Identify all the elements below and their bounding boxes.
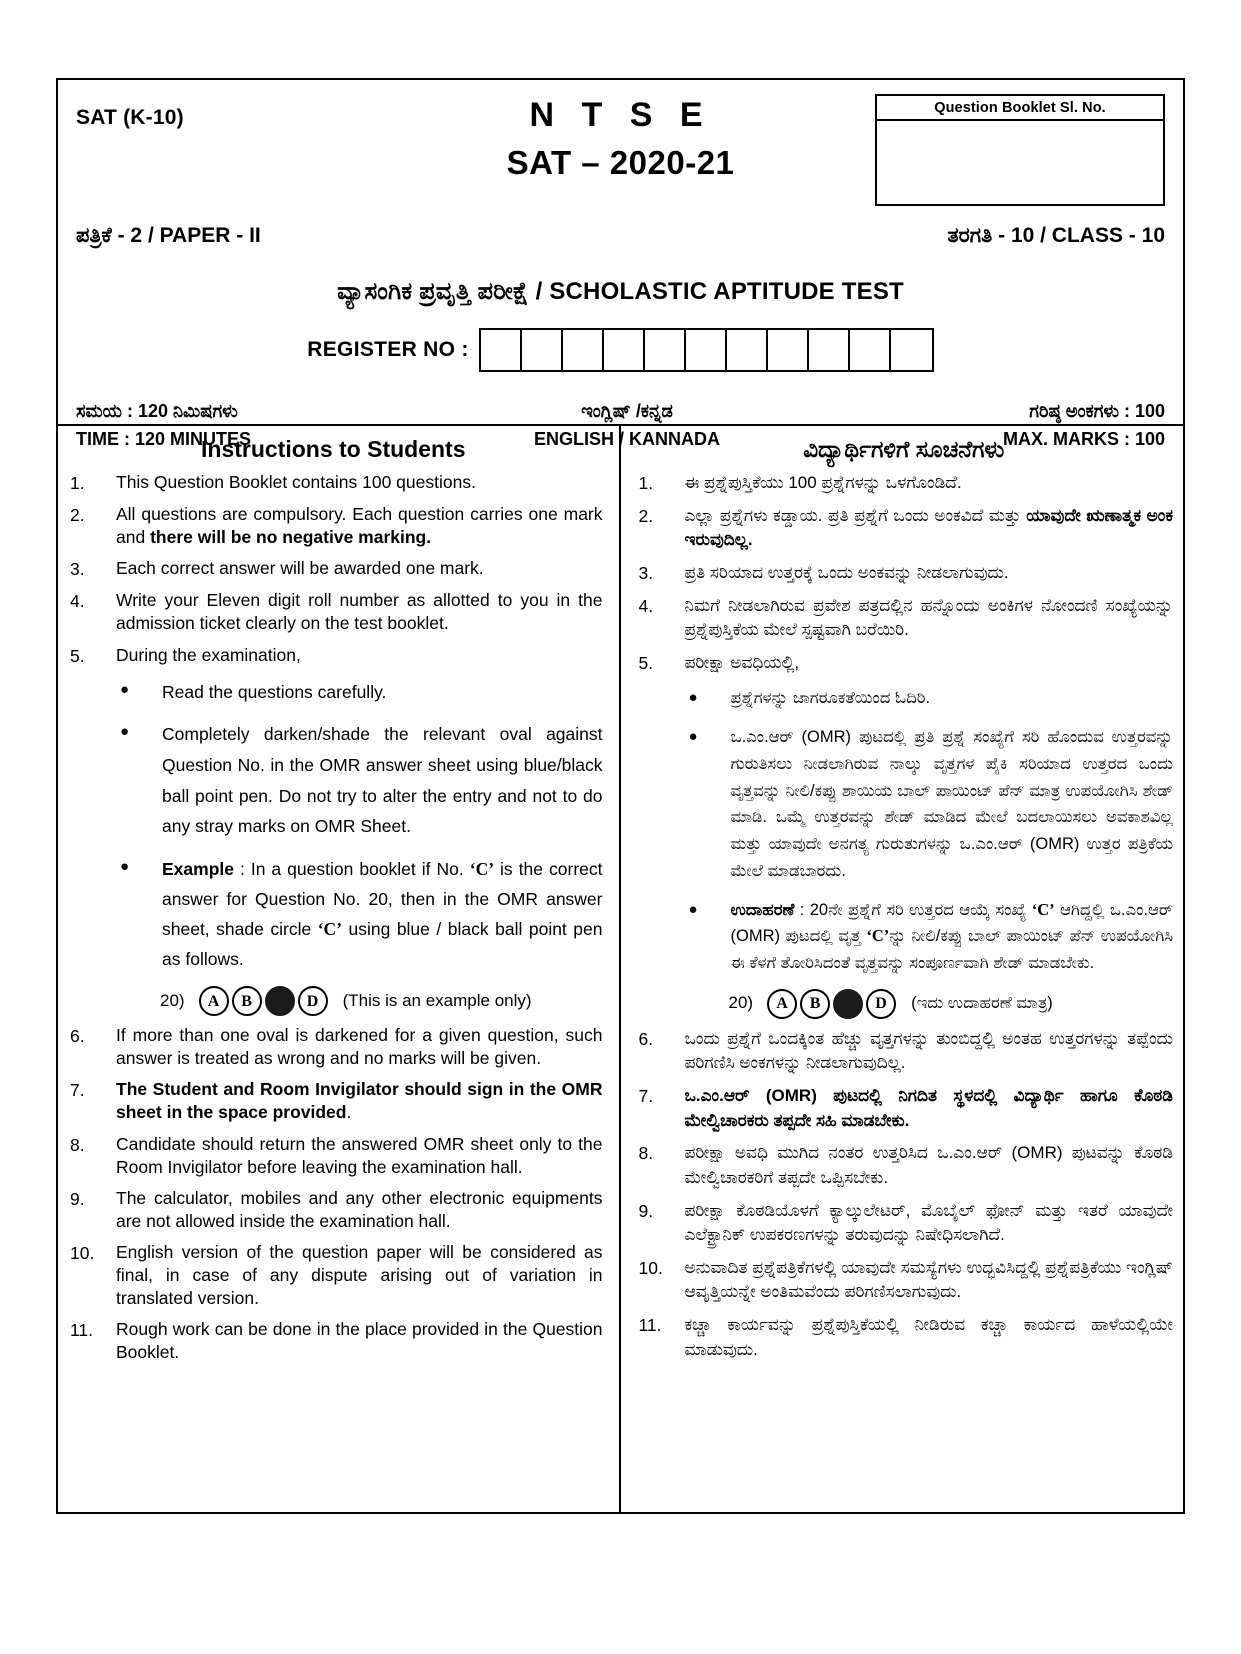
instruction-text: ಪರೀಕ್ಷಾ ಅವಧಿ ಮುಗಿದ ನಂತರ ಉತ್ತರಿಸಿದ ಒ.ಎಂ.ಆರ್ (OMR) ಪುಟವನ್ನು ಕೊಠಡಿ ಮೇಲ್ವಿಚಾರಕರಿಗೆ ತಪ್ಪದೇ ಒಪ್ಪಿಸಬೇಕು. bbox=[684, 1143, 1173, 1187]
instruction-subtext: ಉದಾಹರಣೆ : 20ನೇ ಪ್ರಶ್ನೆಗೆ ಸರಿ ಉತ್ತರದ ಆಯ್ಕೆ ಸಂಖ್ಯೆ ‘C’ ಆಗಿದ್ದಲ್ಲಿ ಒ.ಎಂ.ಆರ್ (OMR) ಪುಟದಲ್ಲಿ ವೃತ್ತ ‘C’ನ್ನು ನೀಲಿ/ಕಪ್ಪು ಬಾಲ್ ಪಾಯಿಂಟ್ ಪೆನ್ ಉಪಯೋಗಿಸಿ ಈ ಕೆಳಗೆ ತೋರಿಸಿದಂತೆ ವೃತ್ತವನ್ನು ಸಂಪೂರ್ಣವಾಗಿ ಶೇಡ್ ಮಾಡಬೇಕು. bbox=[730, 899, 1173, 972]
instruction-number: 3. bbox=[638, 562, 654, 583]
bullet-icon: ● bbox=[688, 900, 698, 918]
instruction-number: 10. bbox=[638, 1257, 663, 1278]
instruction-number: 5. bbox=[638, 652, 654, 673]
instruction-text: ಕಚ್ಚಾ ಕಾರ್ಯವನ್ನು ಪ್ರಶ್ನೆಪುಸ್ತಿಕೆಯಲ್ಲಿ ನೀಡಿರುವ ಕಚ್ಚಾ ಕಾರ್ಯದ ಹಾಳೆಯಲ್ಲಿಯೇ ಮಾಡುವುದು. bbox=[684, 1315, 1173, 1359]
instruction-sublist-english bbox=[116, 677, 603, 975]
register-no-input[interactable] bbox=[479, 328, 934, 372]
instruction-number: 2. bbox=[70, 505, 85, 526]
register-cell[interactable] bbox=[645, 330, 686, 370]
instruction-item bbox=[64, 1241, 603, 1310]
instruction-number: 11. bbox=[638, 1315, 662, 1336]
register-cell[interactable] bbox=[727, 330, 768, 370]
instruction-number: 3. bbox=[70, 559, 85, 580]
instruction-text: ಎಲ್ಲಾ ಪ್ರಶ್ನೆಗಳು ಕಡ್ಡಾಯ. ಪ್ರತಿ ಪ್ರಶ್ನೆಗೆ ಒಂದು ಅಂಕವಿದೆ ಮತ್ತು ಯಾವುದೇ ಋಣಾತ್ಮಕ ಅಂಕ ಇರುವುದಿಲ್ಲ. bbox=[684, 505, 1173, 550]
omr-option-d[interactable]: D bbox=[866, 989, 896, 1019]
register-cell[interactable] bbox=[809, 330, 850, 370]
paper-class-row bbox=[76, 224, 1165, 248]
instructions-heading-english: Instructions to Students bbox=[201, 436, 466, 462]
omr-example-note: (ಇದು ಉದಾಹರಣೆ ಮಾತ್ರ) bbox=[911, 993, 1053, 1012]
instruction-number: 1. bbox=[638, 473, 654, 493]
instruction-text: English version of the question paper will be considered as final, in case of any dispute arising out of variation in translated version. bbox=[116, 1241, 603, 1309]
time-block bbox=[76, 398, 251, 454]
instruction-subitem bbox=[685, 685, 1174, 712]
register-cell[interactable] bbox=[604, 330, 645, 370]
omr-option-c-filled[interactable] bbox=[265, 986, 295, 1016]
instruction-text: The Student and Room Invigilator should sign in the OMR sheet in the space provided. bbox=[116, 1079, 603, 1123]
instruction-sublist-kannada bbox=[685, 685, 1174, 976]
instruction-item bbox=[64, 644, 603, 1017]
instruction-subtext: Example : In a question booklet if No. ‘C’ is the correct answer for Question No. 20, then in the OMR answer sheet, shade circle ‘C’ using blue / black ball point pen as follows. bbox=[162, 858, 603, 970]
instruction-number: 7. bbox=[638, 1085, 654, 1106]
instruction-text: Write your Eleven digit roll number as allotted to you in the admission ticket clearly on the test booklet. bbox=[116, 590, 603, 634]
instruction-subtext: ಒ.ಎಂ.ಆರ್ (OMR) ಪುಟದಲ್ಲಿ ಪ್ರತಿ ಪ್ರಶ್ನೆ ಸಂಖ್ಯೆಗೆ ಸರಿ ಹೊಂದುವ ಉತ್ತರವನ್ನು ಗುರುತಿಸಲು ನೀಡಲಾಗಿರುವ ನಾಲ್ಕು ವೃತ್ತಗಳ ಪೈಕಿ ಸರಿಯಾದ ಉತ್ತರದ ಒಂದು ವೃತ್ತವನ್ನು ನೀಲಿ/ಕಪ್ಪು ಶಾಯಿಯ ಬಾಲ್ ಪಾಯಿಂಟ್ ಪೆನ್ ಮಾತ್ರ ಉಪಯೋಗಿಸಿ ಶೇಡ್ ಮಾಡಿ. ಒಮ್ಮೆ ಉತ್ತರವನ್ನು ಶೇಡ್ ಮಾಡಿದ ಮೇಲೆ ಬದಲಾಯಿಸಲು ಅವಕಾಶವಿಲ್ಲ ಮತ್ತು ಯಾವುದೇ ಅನಗತ್ಯ ಗುರುತುಗಳನ್ನು ಒ.ಎಂ.ಆರ್ (OMR) ಉತ್ತರ ಪತ್ರಿಕೆಯ ಮೇಲೆ ಮಾಡಬಾರದು. bbox=[730, 728, 1173, 880]
instruction-text: ಪ್ರತಿ ಸರಿಯಾದ ಉತ್ತರಕ್ಕೆ ಒಂದು ಅಂಕವನ್ನು ನೀಡಲಾಗುವುದು. bbox=[684, 562, 1009, 582]
header-title-row bbox=[76, 94, 1165, 222]
instruction-item bbox=[635, 1199, 1174, 1248]
omr-option-b[interactable]: B bbox=[800, 989, 830, 1019]
instruction-item bbox=[635, 504, 1174, 553]
instruction-number: 7. bbox=[70, 1080, 85, 1101]
max-marks-kannada: ಗರಿಷ್ಠ ಅಂಕಗಳು : 100 bbox=[1029, 401, 1165, 421]
bullet-icon: ● bbox=[688, 728, 698, 746]
time-kannada: ಸಮಯ : 120 ನಿಮಿಷಗಳು bbox=[76, 401, 238, 421]
instructions-list-english bbox=[64, 471, 603, 1364]
instruction-number: 10. bbox=[70, 1242, 95, 1263]
medium-block bbox=[534, 398, 720, 454]
omr-question-number: 20) bbox=[728, 993, 754, 1013]
instruction-number: 4. bbox=[638, 595, 654, 616]
max-marks-block bbox=[1003, 398, 1165, 454]
instruction-text: Each correct answer will be awarded one mark. bbox=[116, 558, 484, 579]
instruction-subtext: Read the questions carefully. bbox=[162, 681, 387, 702]
medium-english: ENGLISH / KANNADA bbox=[533, 428, 720, 449]
instructions-heading-kannada: ವಿದ್ಯಾರ್ಥಿಗಳಿಗೆ ಸೂಚನೆಗಳು bbox=[803, 436, 1005, 462]
medium-kannada: ಇಂಗ್ಲಿಷ್ /ಕನ್ನಡ bbox=[581, 401, 673, 421]
instruction-item bbox=[64, 1133, 603, 1179]
instruction-item bbox=[64, 1024, 603, 1070]
instruction-number: 1. bbox=[70, 473, 85, 493]
instruction-subitem bbox=[116, 854, 603, 974]
instruction-number: 6. bbox=[638, 1028, 654, 1049]
instruction-subitem bbox=[685, 897, 1174, 977]
register-cell[interactable] bbox=[850, 330, 891, 370]
instruction-item bbox=[635, 1313, 1174, 1362]
instructions-column-english bbox=[58, 426, 621, 1512]
instruction-number: 6. bbox=[70, 1026, 85, 1047]
instruction-text: All questions are compulsory. Each question carries one mark and there will be no negative marking. bbox=[116, 504, 603, 548]
instructions-box bbox=[56, 426, 1185, 1514]
instruction-text: ಅನುವಾದಿತ ಪ್ರಶ್ನೆಪತ್ರಿಕೆಗಳಲ್ಲಿ ಯಾವುದೇ ಸಮಸ್ಯೆಗಳು ಉದ್ಭವಿಸಿದ್ದಲ್ಲಿ ಪ್ರಶ್ನೆಪತ್ರಿಕೆಯು ಇಂಗ್ಲಿಷ್ ಆವೃತ್ತಿಯನ್ನೇ ಅಂತಿಮವೆಂದು ಪರಿಗಣಿಸಲಾಗುವುದು. bbox=[684, 1257, 1173, 1302]
register-no-label: REGISTER NO : bbox=[307, 338, 469, 361]
instruction-item bbox=[64, 1318, 603, 1364]
instruction-item bbox=[64, 471, 603, 495]
omr-option-b[interactable]: B bbox=[232, 986, 262, 1016]
class-label: ತರಗತಿ - 10 / CLASS - 10 bbox=[947, 224, 1165, 247]
bullet-icon: ● bbox=[120, 723, 130, 741]
instruction-item bbox=[635, 1084, 1174, 1133]
instruction-number: 2. bbox=[638, 505, 654, 526]
instruction-text: ಈ ಪ್ರಶ್ನೆಪುಸ್ತಿಕೆಯು 100 ಪ್ರಶ್ನೆಗಳನ್ನು ಒಳಗೊಂಡಿದೆ. bbox=[684, 473, 962, 492]
bullet-icon: ● bbox=[120, 680, 130, 698]
register-no-row bbox=[76, 328, 1165, 372]
instruction-text: ನಿಮಗೆ ನೀಡಲಾಗಿರುವ ಪ್ರವೇಶ ಪತ್ರದಲ್ಲಿನ ಹನ್ನೊಂದು ಅಂಕಿಗಳ ನೋಂದಣಿ ಸಂಖ್ಯೆಯನ್ನು ಪ್ರಶ್ನೆಪುಸ್ತಿಕೆಯ ಮೇಲೆ ಸ್ಪಷ್ಟವಾಗಿ ಬರೆಯಿರಿ. bbox=[684, 595, 1173, 640]
time-english: TIME : 120 MINUTES bbox=[76, 428, 252, 449]
paper-label: ಪತ್ರಿಕೆ - 2 / PAPER - II bbox=[76, 224, 261, 247]
instruction-number: 9. bbox=[638, 1200, 654, 1221]
omr-example-english bbox=[160, 986, 603, 1016]
register-cell[interactable] bbox=[481, 330, 522, 370]
question-booklet-serial-label: Question Booklet Sl. No. bbox=[877, 96, 1163, 121]
omr-option-d[interactable]: D bbox=[298, 986, 328, 1016]
instruction-number: 5. bbox=[70, 645, 85, 666]
instruction-item bbox=[64, 1078, 603, 1124]
instruction-text: ಒಂದು ಪ್ರಶ್ನೆಗೆ ಒಂದಕ್ಕಿಂತ ಹೆಚ್ಚು ವೃತ್ತಗಳನ್ನು ತುಂಬಿದ್ದಲ್ಲಿ ಅಂತಹ ಉತ್ತರಗಳನ್ನು ತಪ್ಪೆಂದು ಪರಿಗಣಿಸಿ ಅಂಕಗಳನ್ನು ನೀಡಲಾಗುವುದಿಲ್ಲ. bbox=[684, 1028, 1173, 1073]
register-cell[interactable] bbox=[891, 330, 932, 370]
omr-example-kannada bbox=[729, 989, 1174, 1019]
instruction-item bbox=[635, 1256, 1174, 1305]
instruction-item bbox=[635, 594, 1174, 643]
instruction-item bbox=[64, 1187, 603, 1233]
instruction-number: 11. bbox=[70, 1320, 94, 1341]
sat-code-label: SAT (K-10) bbox=[76, 106, 184, 129]
register-cell[interactable] bbox=[768, 330, 809, 370]
omr-question-number: 20) bbox=[160, 990, 185, 1010]
instruction-text bbox=[116, 644, 603, 1017]
instruction-text: This Question Booklet contains 100 questions. bbox=[116, 472, 476, 492]
exam-meta-row bbox=[76, 398, 1165, 454]
instruction-text-line: During the examination, bbox=[116, 644, 301, 665]
subject-title: ವ್ಯಾಸಂಗಿಕ ಪ್ರವೃತ್ತಿ ಪರೀಕ್ಷೆ / SCHOLASTIC APTITUDE TEST bbox=[337, 278, 904, 305]
instruction-number: 8. bbox=[638, 1143, 654, 1164]
instruction-subitem bbox=[116, 677, 603, 708]
instruction-item bbox=[635, 651, 1174, 1019]
register-cell[interactable] bbox=[522, 330, 563, 370]
register-cell[interactable] bbox=[686, 330, 727, 370]
instruction-text: The calculator, mobiles and any other electronic equipments are not allowed inside the examination hall. bbox=[116, 1187, 603, 1231]
instruction-subtext: ಪ್ರಶ್ನೆಗಳನ್ನು ಜಾಗರೂಕತೆಯಿಂದ ಓದಿರಿ. bbox=[730, 689, 931, 708]
instruction-subitem bbox=[116, 719, 603, 842]
omr-option-a[interactable]: A bbox=[199, 986, 229, 1016]
instruction-item bbox=[635, 471, 1174, 496]
instruction-subitem bbox=[685, 724, 1174, 884]
instruction-item bbox=[64, 589, 603, 635]
instruction-item bbox=[635, 1141, 1174, 1190]
instructions-column-kannada bbox=[621, 426, 1184, 1512]
question-booklet-serial-field[interactable] bbox=[877, 121, 1163, 199]
instruction-text: ಪರೀಕ್ಷಾ ಕೊಠಡಿಯೊಳಗೆ ಕ್ಯಾಲ್ಕುಲೇಟರ್, ಮೊಬೈಲ್ ಫೋನ್ ಮತ್ತು ಇತರೆ ಯಾವುದೇ ಎಲೆಕ್ಟ್ರಾನಿಕ್ ಉಪಕರಣಗಳನ್ನು ತರುವುದನ್ನು ನಿಷೇಧಿಸಲಾಗಿದೆ. bbox=[684, 1200, 1173, 1245]
instruction-subtext: Completely darken/shade the relevant oval against Question No. in the OMR answer sheet using blue/black ball point pen. Do not try to alter the entry and not to do any stray marks on OMR Sheet. bbox=[162, 724, 603, 837]
instruction-text: Rough work can be done in the place provided in the Question Booklet. bbox=[116, 1319, 603, 1363]
question-booklet-serial-box bbox=[875, 94, 1165, 206]
bullet-icon: ● bbox=[120, 857, 130, 875]
exam-title-ntse: N T S E bbox=[529, 96, 712, 134]
instruction-text: Candidate should return the answered OMR sheet only to the Room Invigilator before leaving the examination hall. bbox=[116, 1133, 603, 1177]
omr-option-c-filled[interactable] bbox=[833, 989, 863, 1019]
instruction-item bbox=[64, 557, 603, 581]
exam-title-sat-year: SAT – 2020-21 bbox=[506, 143, 735, 181]
instruction-item bbox=[635, 561, 1174, 586]
instruction-text bbox=[685, 651, 1174, 1019]
omr-option-a[interactable]: A bbox=[767, 989, 797, 1019]
instruction-text-line: ಪರೀಕ್ಷಾ ಅವಧಿಯಲ್ಲಿ, bbox=[684, 652, 800, 672]
omr-example-note: (This is an example only) bbox=[342, 990, 532, 1010]
instruction-text: If more than one oval is darkened for a given question, such answer is treated as wrong and no marks will be given. bbox=[116, 1025, 603, 1069]
instruction-item bbox=[64, 503, 603, 549]
instruction-item bbox=[635, 1027, 1174, 1076]
instructions-list-kannada bbox=[635, 471, 1174, 1362]
register-cell[interactable] bbox=[563, 330, 604, 370]
bullet-icon: ● bbox=[688, 689, 698, 707]
instruction-number: 4. bbox=[70, 591, 85, 612]
instruction-number: 8. bbox=[70, 1134, 85, 1155]
instruction-text: ಒ.ಎಂ.ಆರ್ (OMR) ಪುಟದಲ್ಲಿ ನಿಗದಿತ ಸ್ಥಳದಲ್ಲಿ ವಿದ್ಯಾರ್ಥಿ ಹಾಗೂ ಕೊಠಡಿ ಮೇಲ್ವಿಚಾರಕರು ತಪ್ಪದೇ ಸಹಿ ಮಾಡಬೇಕು. bbox=[684, 1085, 1173, 1130]
max-marks-english: MAX. MARKS : 100 bbox=[1002, 428, 1165, 449]
instruction-number: 9. bbox=[70, 1188, 85, 1209]
